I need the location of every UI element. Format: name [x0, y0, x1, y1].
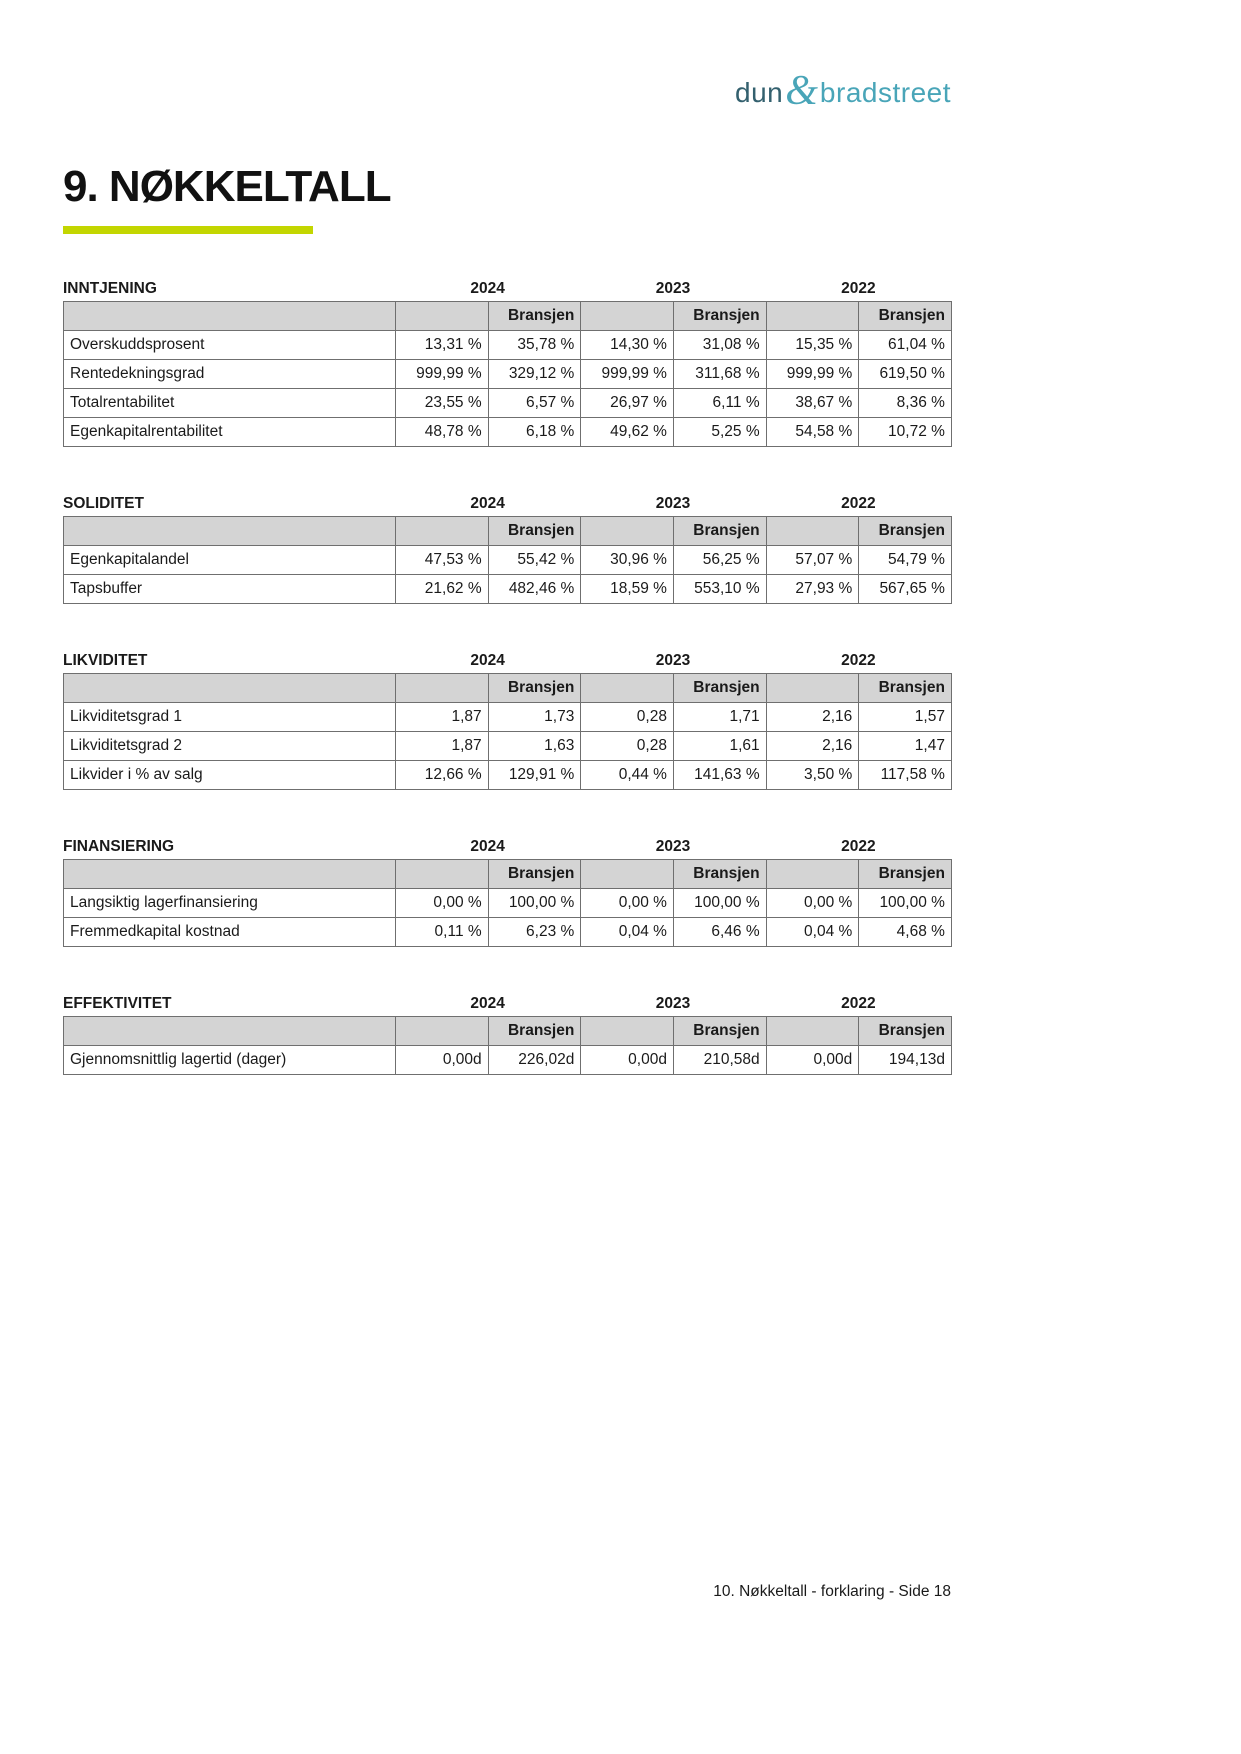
row-value: 8,36 %	[859, 389, 952, 418]
row-value: 2,16	[766, 732, 859, 761]
year-label: 2023	[655, 495, 691, 512]
bransjen-label: Bransjen	[859, 1017, 952, 1046]
section-header	[63, 652, 951, 670]
row-value: 100,00 %	[488, 889, 581, 918]
section-header	[63, 995, 951, 1013]
row-value: 6,46 %	[673, 918, 766, 947]
row-value: 5,25 %	[673, 418, 766, 447]
table-row	[64, 360, 952, 389]
row-label: Egenkapitalrentabilitet	[64, 418, 396, 447]
row-value: 129,91 %	[488, 761, 581, 790]
row-label: Totalrentabilitet	[64, 389, 396, 418]
row-value: 30,96 %	[581, 546, 674, 575]
row-value: 0,28	[581, 732, 674, 761]
row-value: 1,63	[488, 732, 581, 761]
kpi-table	[63, 516, 952, 604]
row-value: 18,59 %	[581, 575, 674, 604]
table-row	[64, 418, 952, 447]
year-label: 2024	[470, 652, 505, 669]
row-value: 619,50 %	[859, 360, 952, 389]
table-row	[64, 732, 952, 761]
bransjen-label: Bransjen	[488, 302, 581, 331]
bransjen-header-row	[64, 674, 952, 703]
bransjen-header-row	[64, 517, 952, 546]
title-underline-accent	[63, 226, 313, 234]
logo-text-dun: dun	[735, 77, 784, 108]
row-value: 54,58 %	[766, 418, 859, 447]
empty-cell	[581, 1017, 674, 1046]
row-value: 0,00 %	[766, 889, 859, 918]
year-label: 2023	[655, 995, 691, 1012]
row-value: 4,68 %	[859, 918, 952, 947]
bransjen-label: Bransjen	[488, 517, 581, 546]
empty-cell	[766, 674, 859, 703]
row-value: 3,50 %	[766, 761, 859, 790]
row-value: 14,30 %	[581, 331, 674, 360]
row-label: Tapsbuffer	[64, 575, 396, 604]
table-row	[64, 761, 952, 790]
bransjen-label: Bransjen	[859, 860, 952, 889]
bransjen-label: Bransjen	[488, 860, 581, 889]
ampersand-icon: &	[785, 68, 818, 114]
section-header	[63, 495, 951, 513]
row-value: 999,99 %	[581, 360, 674, 389]
year-label: 2024	[470, 280, 505, 297]
row-value: 0,00 %	[581, 889, 674, 918]
row-value: 6,11 %	[673, 389, 766, 418]
row-value: 0,44 %	[581, 761, 674, 790]
row-label: Likvider i % av salg	[64, 761, 396, 790]
row-value: 49,62 %	[581, 418, 674, 447]
page-title: 9. NØKKELTALL	[63, 162, 391, 211]
row-label: Likviditetsgrad 2	[64, 732, 396, 761]
empty-cell	[396, 302, 489, 331]
row-label: Overskuddsprosent	[64, 331, 396, 360]
row-value: 311,68 %	[673, 360, 766, 389]
year-label: 2022	[841, 995, 876, 1012]
dun-bradstreet-logo	[735, 68, 951, 114]
section-header	[63, 838, 951, 856]
row-value: 38,67 %	[766, 389, 859, 418]
row-label: Gjennomsnittlig lagertid (dager)	[64, 1046, 396, 1075]
empty-cell	[766, 517, 859, 546]
row-value: 567,65 %	[859, 575, 952, 604]
empty-cell	[581, 302, 674, 331]
row-value: 13,31 %	[396, 331, 489, 360]
row-value: 0,04 %	[766, 918, 859, 947]
row-value: 0,00d	[581, 1046, 674, 1075]
section-title: SOLIDITET	[63, 495, 144, 512]
row-value: 0,00d	[396, 1046, 489, 1075]
logo-text-bradstreet: bradstreet	[819, 77, 951, 108]
row-value: 194,13d	[859, 1046, 952, 1075]
bransjen-label: Bransjen	[673, 1017, 766, 1046]
row-value: 1,61	[673, 732, 766, 761]
bransjen-header-row	[64, 860, 952, 889]
row-value: 55,42 %	[488, 546, 581, 575]
table-section	[63, 280, 951, 447]
row-value: 23,55 %	[396, 389, 489, 418]
bransjen-label: Bransjen	[673, 517, 766, 546]
bransjen-label: Bransjen	[859, 302, 952, 331]
year-label: 2022	[841, 652, 876, 669]
row-value: 1,87	[396, 703, 489, 732]
empty-cell	[396, 860, 489, 889]
bransjen-header-row	[64, 302, 952, 331]
table-row	[64, 331, 952, 360]
table-row	[64, 575, 952, 604]
row-value: 553,10 %	[673, 575, 766, 604]
empty-cell	[581, 517, 674, 546]
year-label: 2023	[655, 838, 691, 855]
bransjen-label: Bransjen	[488, 1017, 581, 1046]
empty-cell	[766, 1017, 859, 1046]
empty-cell	[396, 674, 489, 703]
year-label: 2023	[655, 280, 691, 297]
row-value: 210,58d	[673, 1046, 766, 1075]
year-label: 2024	[470, 995, 505, 1012]
page-content	[63, 0, 951, 1123]
empty-cell	[581, 674, 674, 703]
section-title: FINANSIERING	[63, 838, 175, 855]
row-value: 61,04 %	[859, 331, 952, 360]
section-title: LIKVIDITET	[63, 652, 148, 669]
row-value: 31,08 %	[673, 331, 766, 360]
row-value: 226,02d	[488, 1046, 581, 1075]
logo-row	[63, 68, 951, 112]
kpi-table	[63, 673, 952, 790]
row-value: 27,93 %	[766, 575, 859, 604]
bransjen-label: Bransjen	[673, 860, 766, 889]
row-value: 0,04 %	[581, 918, 674, 947]
bransjen-label: Bransjen	[859, 517, 952, 546]
table-row	[64, 546, 952, 575]
row-value: 47,53 %	[396, 546, 489, 575]
table-section	[63, 838, 951, 947]
bransjen-label: Bransjen	[673, 302, 766, 331]
section-title: INNTJENING	[63, 280, 157, 297]
row-value: 12,66 %	[396, 761, 489, 790]
row-value: 100,00 %	[859, 889, 952, 918]
table-section	[63, 495, 951, 604]
year-label: 2022	[841, 280, 876, 297]
row-value: 1,71	[673, 703, 766, 732]
kpi-table	[63, 859, 952, 947]
row-value: 56,25 %	[673, 546, 766, 575]
row-value: 100,00 %	[673, 889, 766, 918]
row-label: Rentedekningsgrad	[64, 360, 396, 389]
table-row	[64, 918, 952, 947]
row-value: 1,87	[396, 732, 489, 761]
year-label: 2023	[655, 652, 691, 669]
row-value: 141,63 %	[673, 761, 766, 790]
kpi-table	[63, 301, 952, 447]
row-value: 57,07 %	[766, 546, 859, 575]
empty-cell	[64, 1017, 396, 1046]
year-label: 2024	[470, 495, 505, 512]
table-row	[64, 389, 952, 418]
year-label: 2022	[841, 838, 876, 855]
row-value: 35,78 %	[488, 331, 581, 360]
table-section	[63, 652, 951, 790]
row-value: 999,99 %	[766, 360, 859, 389]
row-value: 26,97 %	[581, 389, 674, 418]
empty-cell	[64, 517, 396, 546]
empty-cell	[396, 517, 489, 546]
row-value: 0,00 %	[396, 889, 489, 918]
row-value: 6,23 %	[488, 918, 581, 947]
empty-cell	[766, 302, 859, 331]
row-value: 21,62 %	[396, 575, 489, 604]
empty-cell	[64, 302, 396, 331]
row-value: 1,47	[859, 732, 952, 761]
row-value: 329,12 %	[488, 360, 581, 389]
row-value: 0,28	[581, 703, 674, 732]
page-footer: 10. Nøkkeltall - forklaring - Side 18	[713, 1583, 951, 1600]
kpi-table	[63, 1016, 952, 1075]
row-value: 10,72 %	[859, 418, 952, 447]
row-value: 6,18 %	[488, 418, 581, 447]
year-label: 2024	[470, 838, 505, 855]
row-value: 482,46 %	[488, 575, 581, 604]
row-label: Langsiktig lagerfinansiering	[64, 889, 396, 918]
row-value: 0,00d	[766, 1046, 859, 1075]
bransjen-label: Bransjen	[859, 674, 952, 703]
bransjen-header-row	[64, 1017, 952, 1046]
row-value: 1,57	[859, 703, 952, 732]
row-label: Likviditetsgrad 1	[64, 703, 396, 732]
bransjen-label: Bransjen	[673, 674, 766, 703]
empty-cell	[64, 674, 396, 703]
row-label: Fremmedkapital kostnad	[64, 918, 396, 947]
empty-cell	[581, 860, 674, 889]
row-value: 48,78 %	[396, 418, 489, 447]
row-label: Egenkapitalandel	[64, 546, 396, 575]
table-row	[64, 1046, 952, 1075]
row-value: 15,35 %	[766, 331, 859, 360]
row-value: 117,58 %	[859, 761, 952, 790]
section-title: EFFEKTIVITET	[63, 995, 172, 1012]
bransjen-label: Bransjen	[488, 674, 581, 703]
row-value: 2,16	[766, 703, 859, 732]
row-value: 0,11 %	[396, 918, 489, 947]
table-row	[64, 703, 952, 732]
row-value: 999,99 %	[396, 360, 489, 389]
empty-cell	[396, 1017, 489, 1046]
empty-cell	[64, 860, 396, 889]
empty-cell	[766, 860, 859, 889]
year-label: 2022	[841, 495, 876, 512]
section-header	[63, 280, 951, 298]
table-section	[63, 995, 951, 1075]
row-value: 54,79 %	[859, 546, 952, 575]
tables-container	[63, 280, 951, 1075]
row-value: 6,57 %	[488, 389, 581, 418]
table-row	[64, 889, 952, 918]
row-value: 1,73	[488, 703, 581, 732]
